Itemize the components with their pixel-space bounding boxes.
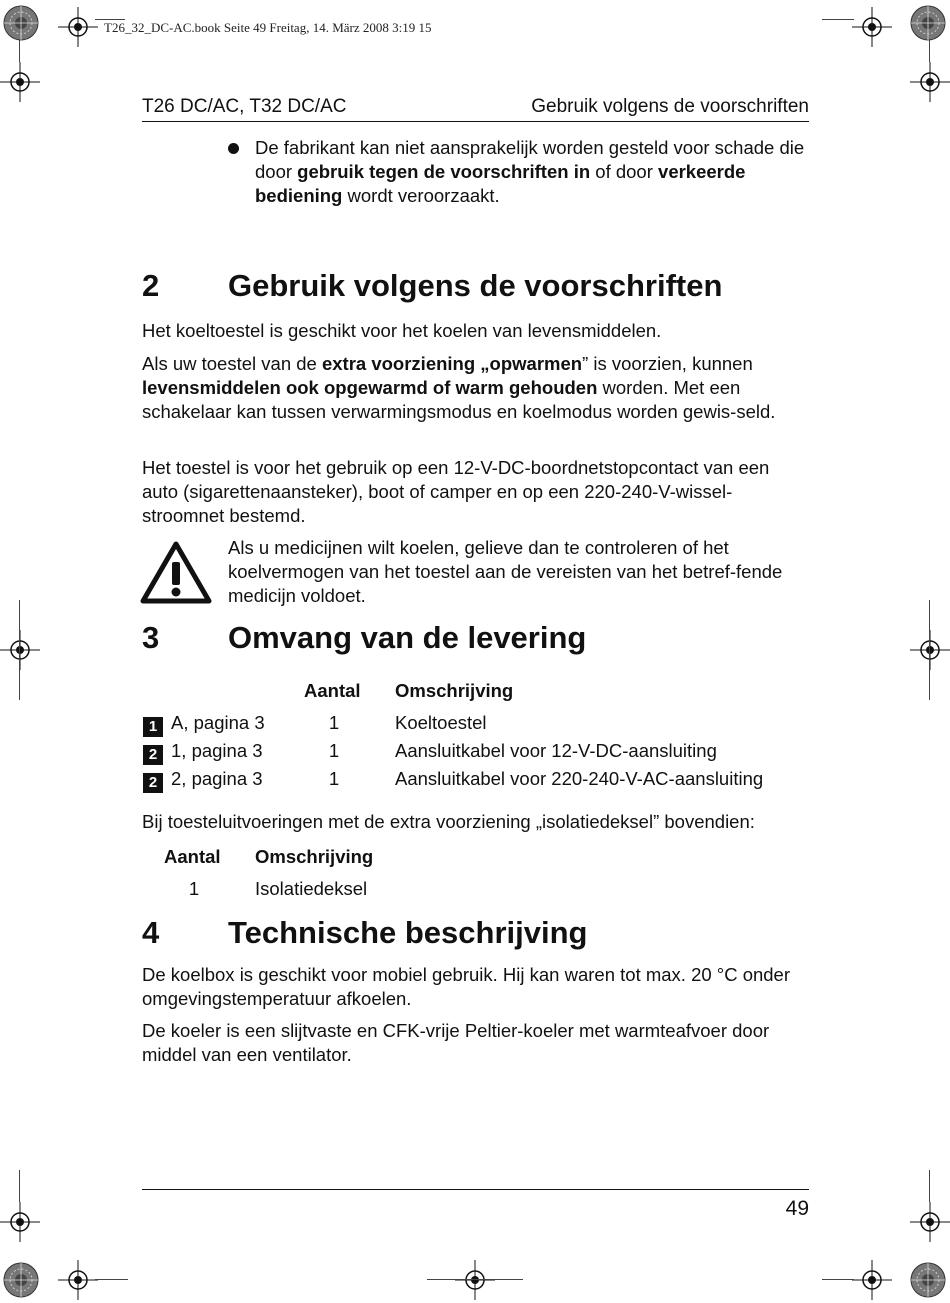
section-title: Omvang van de levering [228, 620, 587, 655]
section-3-heading [142, 620, 586, 656]
color-calibration-wheel-icon [910, 1262, 946, 1298]
registration-mark-icon [0, 1202, 40, 1242]
section-4-heading [142, 915, 587, 951]
section-4-paragraph-2: De koeler is een slijtvaste en CFK-vrije Peltier-koeler met warmteafvoer door middel van een ventilator. [142, 1020, 770, 1065]
section-3-extra-paragraph: Bij toesteluitvoeringen met de extra voorziening „isolatiedeksel” bovendien: [142, 811, 755, 832]
registration-mark-icon [58, 1260, 98, 1300]
table1-header-quantity: Aantal [304, 680, 361, 701]
figure-number-badge: 2 [143, 773, 163, 793]
print-info: T26_32_DC-AC.book Seite 49 Freitag, 14. März 2008 3:19 15 [104, 20, 432, 35]
table-row: 2 1, pagina 3 [143, 740, 263, 765]
crop-line [19, 600, 20, 700]
table2-qty: 1 [188, 878, 200, 899]
table1-qty: 1 [328, 740, 340, 761]
table1-header-description: Omschrijving [395, 680, 514, 701]
registration-mark-icon [910, 62, 950, 102]
figure-number-badge: 1 [143, 717, 163, 737]
registration-mark-icon [0, 62, 40, 102]
figure-number-badge: 2 [143, 745, 163, 765]
table1-desc: Aansluitkabel voor 12-V-DC-aansluiting [395, 740, 717, 761]
crop-line [929, 40, 930, 62]
section-2-heading [142, 268, 722, 304]
table1-qty: 1 [328, 768, 340, 789]
bullet-paragraph: De fabrikant kan niet aansprakelijk worden gesteld voor schade die door gebruik tegen de voorschriften in of door verkeerde bediening wordt veroorzaakt. [255, 137, 805, 206]
registration-mark-icon [852, 7, 892, 47]
crop-line [95, 1279, 128, 1280]
color-calibration-wheel-icon [3, 1262, 39, 1298]
table2-header-description: Omschrijving [255, 846, 374, 867]
table1-qty: 1 [328, 712, 340, 733]
table1-desc: Aansluitkabel voor 220-240-V-AC-aansluiting [395, 768, 764, 789]
section-4-paragraph-1: De koelbox is geschikt voor mobiel gebruik. Hij kan waren tot max. 20 °C onder omgevingstemperatuur afkoelen. [142, 964, 791, 1009]
registration-mark-icon [0, 630, 40, 670]
section-2-paragraph-2: Als uw toestel van de extra voorziening „opwarmen” is voorzien, kunnen levensmiddelen ook opgewarmd of warm gehouden worden. Met een schakelaar kan tussen verwarmingsmodus en koelmodus worden gewis-seld. [142, 353, 776, 422]
crop-line [427, 1279, 523, 1280]
crop-line [19, 1170, 20, 1202]
color-calibration-wheel-icon [910, 5, 946, 41]
section-number: 2 [142, 268, 160, 303]
section-number: 3 [142, 620, 160, 655]
warning-text: Als u medicijnen wilt koelen, gelieve dan te controleren of het koelvermogen van het toestel aan de vereisten van het betref-fende medicijn voldoet. [228, 537, 783, 606]
section-title: Gebruik volgens de voorschriften [228, 268, 723, 303]
registration-mark-icon [852, 1260, 892, 1300]
table-row: 2 2, pagina 3 [143, 768, 263, 793]
registration-mark-icon [910, 1202, 950, 1242]
table-row: 1 A, pagina 3 [143, 712, 265, 737]
crop-line [822, 19, 854, 20]
registration-mark-icon [455, 1260, 495, 1300]
section-2-paragraph-1: Het koeltoestel is geschikt voor het koelen van levensmiddelen. [142, 320, 662, 341]
color-calibration-wheel-icon [3, 5, 39, 41]
section-2-paragraph-3: Het toestel is voor het gebruik op een 12-V-DC-boordnetstopcontact van een auto (sigarettenaansteker), boot of camper en op een 220-240-V-wissel-stroomnet bestemd. [142, 457, 770, 526]
running-header-right: Gebruik volgens de voorschriften [531, 96, 809, 117]
crop-line [95, 19, 125, 20]
crop-line [929, 600, 930, 700]
crop-line [929, 1170, 930, 1202]
crop-line [822, 1279, 854, 1280]
registration-mark-icon [58, 7, 98, 47]
table2-desc: Isolatiedeksel [255, 878, 368, 899]
header-rule [142, 121, 809, 122]
section-number: 4 [142, 915, 160, 950]
table1-desc: Koeltoestel [395, 712, 487, 733]
table2-header-quantity: Aantal [164, 846, 221, 867]
page-number: 49 [785, 1197, 809, 1220]
bullet-icon [228, 143, 239, 154]
warning-triangle-icon [140, 540, 212, 604]
crop-line [19, 40, 20, 62]
registration-mark-icon [910, 630, 950, 670]
section-title: Technische beschrijving [228, 915, 588, 950]
running-header-left: T26 DC/AC, T32 DC/AC [142, 96, 347, 117]
footer-rule [142, 1189, 809, 1190]
